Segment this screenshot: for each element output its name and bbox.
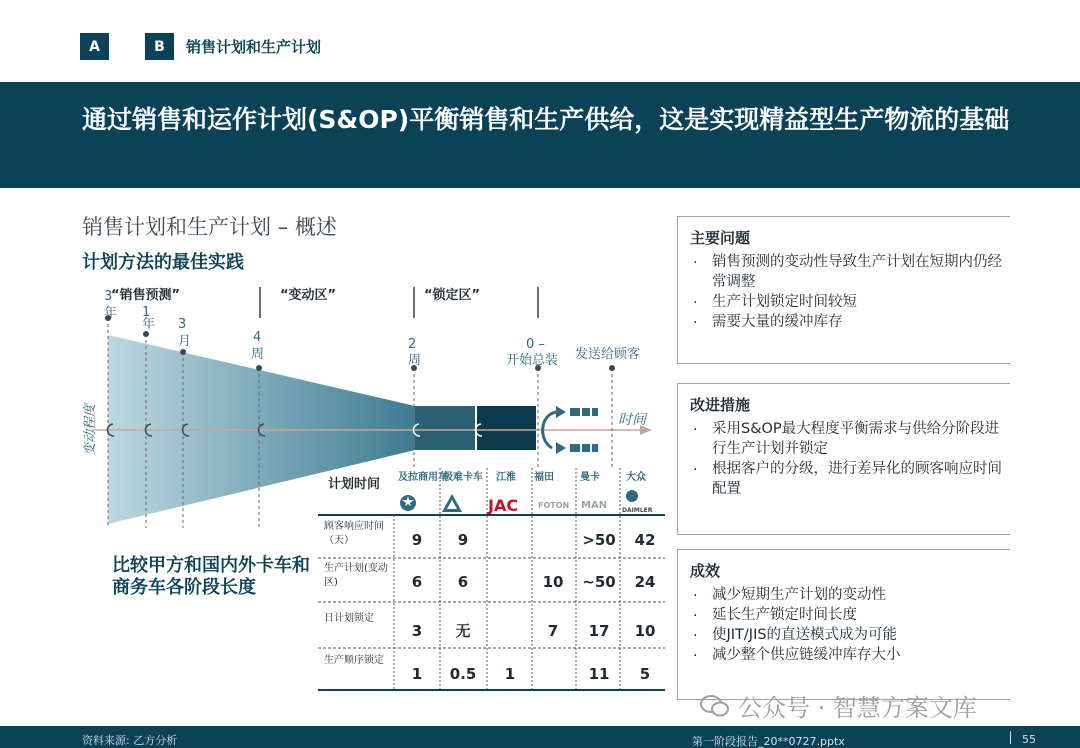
table-cell: 10 xyxy=(542,573,564,591)
footer-separator xyxy=(1010,731,1011,744)
sub-heading: 计划方法的最佳实践 xyxy=(82,252,244,273)
comparison-caption: 比较甲方和国内外卡车和商务车各阶段长度 xyxy=(112,555,310,598)
watermark-text: 公众号 · 智慧方案文库 xyxy=(738,694,977,722)
column-header: 曼卡 xyxy=(580,472,600,483)
results-title: 成效 xyxy=(690,562,721,580)
table-cell: 9 xyxy=(411,531,423,549)
improvements-item: . 采用S&OP最大程度平衡需求与供给分阶段进行生产计划并锁定 xyxy=(690,419,1010,459)
daimler-logo: DAIMLER xyxy=(622,507,653,514)
tab-a[interactable]: A xyxy=(80,33,109,60)
problems-title: 主要问题 xyxy=(690,229,751,247)
timeline-label: 年 xyxy=(142,317,156,332)
tab-b[interactable]: B xyxy=(145,33,174,60)
column-header: 极难卡车 xyxy=(443,472,483,483)
table-cell: 42 xyxy=(634,531,656,549)
footer-source: 资料来源: 乙方分析 xyxy=(82,734,178,747)
zone-label-forecast: “销售预测” xyxy=(111,288,181,303)
table-cell: 1 xyxy=(504,665,516,683)
table-cell: 3 xyxy=(411,622,423,640)
page-number: 55 xyxy=(1022,733,1036,746)
table-cell: ~50 xyxy=(582,573,616,591)
column-header: 江淮 xyxy=(496,472,516,483)
section-heading: 销售计划和生产计划 – 概述 xyxy=(82,215,337,239)
man-logo: MAN xyxy=(581,500,608,511)
table-cell: 24 xyxy=(634,573,656,591)
table-cell: 11 xyxy=(588,665,610,683)
timeline-label: 月 xyxy=(178,334,192,349)
timeline-label: 2 xyxy=(408,337,417,352)
table-corner-label: 计划时间 xyxy=(328,477,381,492)
jac-logo: JAC xyxy=(488,496,519,515)
time-axis-label: 时间 xyxy=(618,412,646,428)
results-item: . 延长生产锁定时间长度 xyxy=(690,605,1010,625)
zone-label-locked: “锁定区” xyxy=(424,288,481,303)
timeline-label: 4 xyxy=(253,330,262,345)
column-header: 及拉商用车 xyxy=(398,472,448,483)
problems-item: . 需要大量的缓冲库存 xyxy=(690,312,1010,332)
timeline-label: 开始总装 xyxy=(506,353,559,368)
locked-block-2 xyxy=(477,406,536,450)
table-cell: 17 xyxy=(588,622,610,640)
timeline-label: 0 – xyxy=(526,337,545,352)
watermark xyxy=(700,688,977,723)
table-cell: 无 xyxy=(455,622,471,640)
tab-b-label: 销售计划和生产计划 xyxy=(186,38,322,56)
star-logo-icon xyxy=(400,495,416,511)
table-cell: 6 xyxy=(411,573,423,591)
planning-funnel-diagram xyxy=(0,280,670,700)
locked-block-1 xyxy=(415,406,475,450)
results-box xyxy=(677,549,1010,700)
timeline-label: 发送给顾客 xyxy=(575,347,641,362)
timeline-label: 3 xyxy=(104,289,113,304)
timeline-label: 3 xyxy=(178,317,187,332)
timeline-label: 周 xyxy=(408,353,422,368)
y-axis-label: 变动程度 xyxy=(83,403,98,457)
zone-label-change: “变动区” xyxy=(280,288,337,303)
page-title: 通过销售和运作计划(S&OP)平衡销售和生产供给，这是实现精益型生产物流的基础 xyxy=(82,105,1010,134)
improvements-title: 改进措施 xyxy=(690,396,751,414)
daimler-logo-icon xyxy=(626,490,638,502)
table-cell: 6 xyxy=(457,573,469,591)
table-cell: 9 xyxy=(457,531,469,549)
results-item: . 使JIT/JIS的直送模式成为可能 xyxy=(690,625,1010,645)
row-label: 生产顺序锁定 xyxy=(324,655,384,666)
table-cell: >50 xyxy=(582,531,616,549)
wechat-icon xyxy=(700,693,730,719)
problems-item: . 生产计划锁定时间较短 xyxy=(690,292,1010,312)
column-header: 福田 xyxy=(534,472,554,483)
triangle-logo-icon xyxy=(442,494,462,512)
row-label: 日计划锁定 xyxy=(324,613,374,624)
delivery-arrow-head xyxy=(556,406,566,418)
table-cell: 7 xyxy=(547,622,559,640)
column-header: 大众 xyxy=(626,472,646,483)
footer-file-name: 第一阶段报告_20**0727.pptx xyxy=(692,735,845,748)
results-item: . 减少短期生产计划的变动性 xyxy=(690,585,1010,605)
improvements-item: . 根据客户的分级，进行差异化的顾客响应时间配置 xyxy=(690,459,1010,499)
table-cell: 5 xyxy=(639,665,651,683)
problems-box xyxy=(677,216,1010,364)
improvements-box xyxy=(677,383,1010,535)
problems-item: . 销售预测的变动性导致生产计划在短期内仍经常调整 xyxy=(690,252,1010,292)
table-cell: 0.5 xyxy=(449,665,477,683)
table-cell: 10 xyxy=(634,622,656,640)
timeline-label: 1 xyxy=(142,305,151,320)
delivery-arrow-head xyxy=(556,442,566,454)
table-cell: 1 xyxy=(411,665,423,683)
timeline-label: 周 xyxy=(251,347,265,362)
row-label: 生产计划(变动区) xyxy=(324,563,388,588)
row-label: 顾客响应时间（天） xyxy=(324,521,384,546)
foton-logo: FOTON xyxy=(538,501,570,510)
timeline-label: 年 xyxy=(104,306,118,321)
results-item: . 减少整个供应链缓冲库存大小 xyxy=(690,645,1010,665)
